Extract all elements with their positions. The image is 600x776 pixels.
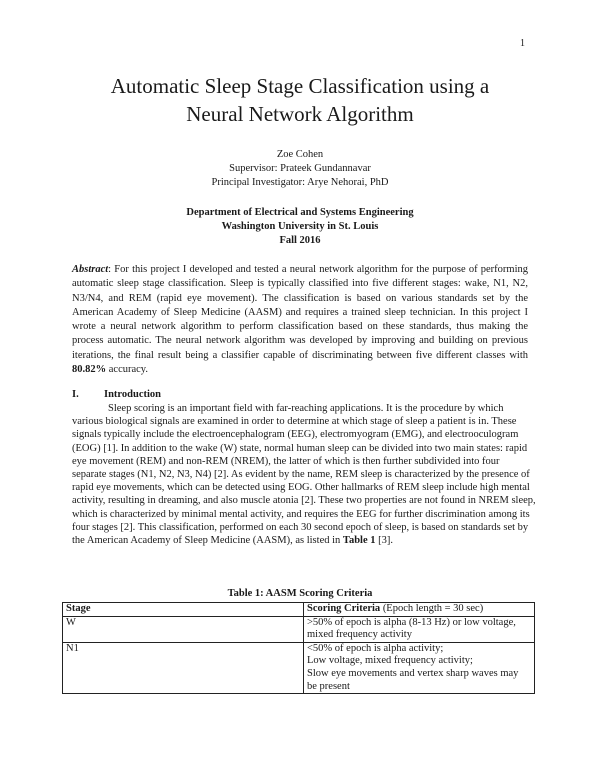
abstract-body: : For this project I developed and tested a neural network algorithm for the purpose of performing automatic sleep stage classification. Sleep is typically classified into five different stages: wake, N1, N2, N3/N4, and REM (rapid eye movement). The classification is based on various standards set by the American Academy of Sleep Medicine (AASM) and requires a trained sleep technician. In this project I wrote a neural network algorithm to perform classification based on these standards, thus making the process automatic. The neural network algorithm was developed by improving and building on previous iterations, the final result being a classifier capable of discriminating between five different classes with — [72, 264, 528, 361]
intro-text: various biological signals are examined in order to determine at which stage of sleep a patient is in. These — [72, 416, 517, 428]
stage-cell: W — [63, 616, 304, 642]
author-name: Zoe Cohen — [276, 149, 324, 160]
page-number: 1 — [520, 38, 525, 49]
department: Department of Electrical and Systems Engineering — [186, 207, 414, 218]
affiliation-block — [0, 206, 600, 248]
title-line-1: Automatic Sleep Stage Classification using a — [110, 74, 490, 98]
principal-investigator: Principal Investigator: Arye Nehorai, PhD — [211, 177, 389, 188]
criteria-line: <50% of epoch is alpha activity; — [307, 642, 444, 654]
header-criteria-note: (Epoch length = 30 sec) — [380, 603, 484, 614]
intro-text: four separate stages (N1, N2, N3, N4) [2]. As evident by the name, REM sleep is characterized by the — [72, 455, 500, 481]
scoring-criteria-table — [62, 602, 535, 694]
criteria-line: Slow eye movements and vertex sharp waves may — [307, 667, 519, 679]
criteria-line: Low voltage, mixed frequency activity; — [307, 655, 473, 667]
intro-text: signals typically include the electroencephalogram (EEG), electromyogram (EMG), and electrooculogram — [72, 429, 519, 441]
table-row — [63, 642, 535, 693]
intro-text: of sleep, is based on standards set by the American Academy of Sleep Medicine (AASM), as listed in — [72, 521, 529, 547]
abstract-label: Abstract — [72, 264, 109, 275]
intro-text: further discrimination among its four stages [2]. This classification, performed on each 30 second epoch — [72, 508, 530, 533]
section-number: I. — [72, 389, 79, 400]
header-criteria-label: Scoring Criteria — [307, 603, 381, 614]
intro-text: rapid eye movement (REM) and non-REM (NREM), the latter of which is then further subdivided into — [72, 442, 528, 467]
term: Fall 2016 — [279, 235, 321, 246]
university: Washington University in St. Louis — [221, 221, 379, 232]
paper-title — [0, 72, 600, 128]
intro-text: [3]. — [375, 535, 393, 547]
supervisor: Supervisor: Prateek Gundannavar — [229, 163, 371, 174]
abstract-accuracy: 80.82% — [72, 364, 107, 376]
intro-text: include high mental activity, resulting in dreaming, and also muscle atonia [2]. These two properties are — [72, 482, 530, 507]
table-caption: Table 1: AASM Scoring Criteria — [227, 588, 373, 599]
table-header-row — [63, 603, 535, 617]
title-line-2: Neural Network Algorithm — [186, 102, 414, 126]
stage-cell: N1 — [63, 642, 304, 693]
criteria-cell — [304, 642, 535, 693]
criteria-cell — [304, 616, 535, 642]
abstract — [72, 263, 528, 377]
header-criteria — [304, 603, 535, 617]
introduction-paragraph — [72, 402, 536, 547]
abstract-tail: accuracy. — [106, 364, 148, 376]
criteria-line: be present — [307, 680, 350, 692]
intro-text: Sleep scoring is an important field with far-reaching applications. It is the procedure by which — [108, 403, 504, 414]
table-1-reference: Table 1 — [342, 535, 376, 547]
section-heading-introduction — [72, 389, 161, 400]
intro-text: (EOG) [1]. In addition to the wake (W) state, normal human sleep can be divided into two main states: — [72, 442, 503, 454]
header-stage: Stage — [63, 603, 304, 617]
criteria-line: >50% of epoch is alpha (8-13 Hz) or low voltage, — [307, 616, 516, 628]
table-row — [63, 616, 535, 642]
intro-text: presence of rapid eye movements, which can be detected using EOG. Other hallmarks of REM sleep — [72, 469, 530, 494]
criteria-line: mixed frequency activity — [307, 629, 412, 641]
section-title: Introduction — [104, 389, 161, 400]
author-block — [0, 148, 600, 190]
intro-text: not found in NREM sleep, which is characterized by minimal mental activity, and requires the EEG for — [72, 495, 536, 520]
